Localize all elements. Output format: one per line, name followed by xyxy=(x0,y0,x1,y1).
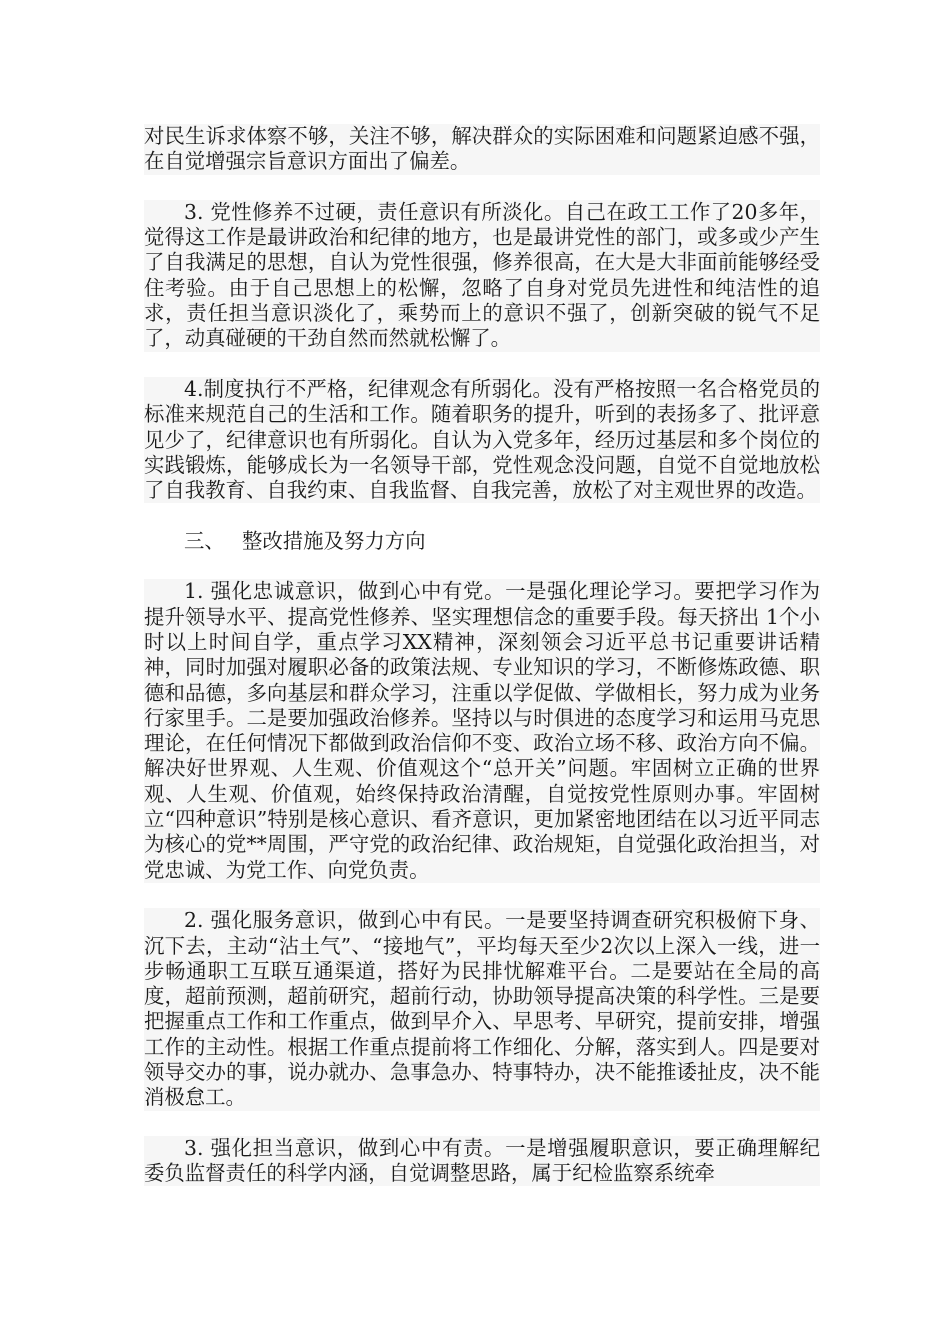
paragraph-party-spirit: 3. 党性修养不过硬，责任意识有所淡化。自己在政工工作了20多年，觉得这工作是最讲政治和纪律的地方，也是最讲党性的部门，或多或少产生了自我满足的思想，自认为党性很强，修养很高，在大是大非面前能够经受住考验。由于自己思想上的松懈，忽略了自身对党员先进性和纯洁性的追求，责任担当意识淡化了，乘势而上的意识不强了，创新突破的锐气不足了，动真碰硬的干劲自然而然就松懈了。 xyxy=(144,199,820,351)
section-title: 整改措施及努力方向 xyxy=(242,528,426,553)
paragraph-continued: 对民生诉求体察不够，关注不够，解决群众的实际困难和问题紧迫感不强，在自觉增强宗旨意识方面出了偏差。 xyxy=(144,124,820,174)
document-body xyxy=(144,124,820,1212)
section-number: 三、 xyxy=(184,528,225,553)
paragraph-service: 2. 强化服务意识，做到心中有民。一是要坚持调查研究积极俯下身、沉下去，主动“沾土气”、“接地气”，平均每天至少2次以上深入一线，进一步畅通职工互联互通渠道，搭好为民排忧解难平台。二是要站在全局的高度，超前预测，超前研究，超前行动，协助领导提高决策的科学性。三是要把握重点工作和工作重点，做到早介入、早思考、早研究，提前安排，增强工作的主动性。根据工作重点提前将工作细化、分解，落实到人。四是要对领导交办的事，说办就办、急事急办、特事特办，决不能推诿扯皮，决不能消极怠工。 xyxy=(144,908,820,1110)
paragraph-loyalty: 1. 强化忠诚意识，做到心中有党。一是强化理论学习。要把学习作为提升领导水平、提高党性修养、坚实理想信念的重要手段。每天挤出 1个小时以上时间自学，重点学习XX精神，深刻领会习近平总书记重要讲话精神，同时加强对履职必备的政策法规、专业知识的学习，不断修炼政德、职德和品德，多向基层和群众学习，注重以学促做、学做相长，努力成为业务行家里手。二是要加强政治修养。坚持以与时俱进的态度学习和运用马克思理论，在任何情况下都做到政治信仰不变、政治立场不移、政治方向不偏。解决好世界观、人生观、价值观这个“总开关”问题。牢固树立正确的世界观、人生观、价值观，始终保持政治清醒，自觉按党性原则办事。牢固树立“四种意识”特别是核心意识、看齐意识，更加紧密地团结在以习近平同志为核心的党**周围，严守党的政治纪律、政治规矩，自觉强化政治担当，对党忠诚、为党工作、向党负责。 xyxy=(144,579,820,882)
section-heading xyxy=(144,529,820,554)
paragraph-responsibility: 3. 强化担当意识，做到心中有责。一是增强履职意识，要正确理解纪委负监督责任的科学内涵，自觉调整思路，属于纪检监察系统牵 xyxy=(144,1135,820,1186)
paragraph-discipline: 4.制度执行不严格，纪律观念有所弱化。没有严格按照一名合格党员的标准来规范自己的生活和工作。随着职务的提升，听到的表扬多了、批评意见少了，纪律意识也有所弱化。自认为入党多年，经历过基层和多个岗位的实践锻炼，能够成长为一名领导干部，党性观念没问题，自觉不自觉地放松了自我教育、自我约束、自我监督、自我完善，放松了对主观世界的改造。 xyxy=(144,376,820,503)
